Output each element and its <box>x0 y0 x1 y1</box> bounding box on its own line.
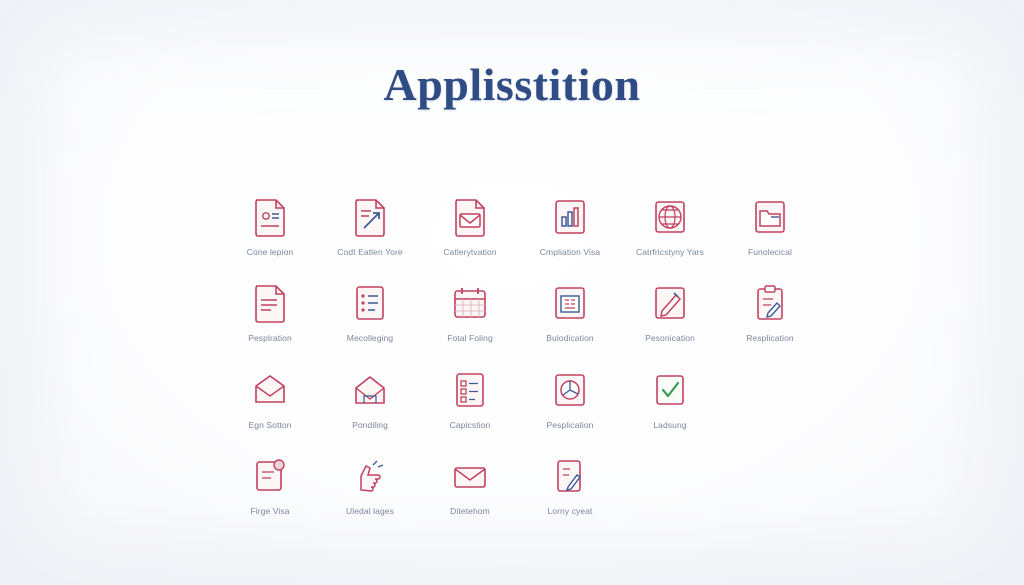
grid-item-label: Funolecical <box>747 247 793 257</box>
grid-item-label: Codt Eatlen Yore <box>337 247 403 257</box>
grid-item-label: Catlerytvation <box>443 247 497 257</box>
icon-row <box>218 282 822 344</box>
grid-item[interactable] <box>320 455 420 517</box>
grid-item-label: Cmpliation Visa <box>539 247 601 257</box>
grid-item[interactable] <box>520 455 620 517</box>
grid-item[interactable] <box>620 196 720 258</box>
icon-row <box>218 369 822 431</box>
grid-item[interactable] <box>420 369 520 431</box>
grid-item[interactable] <box>720 196 820 258</box>
grid-item[interactable] <box>220 282 320 344</box>
icon-row <box>218 196 822 258</box>
page-title: Applisstition <box>383 59 641 110</box>
checkbox-list-icon <box>449 369 491 411</box>
folder-document-icon <box>749 196 791 238</box>
text-document-icon <box>249 282 291 324</box>
grid-item[interactable] <box>720 282 820 344</box>
envelope-document-icon <box>449 196 491 238</box>
grid-item-label: Lorny cyeat <box>547 506 593 517</box>
grid-item[interactable] <box>420 455 520 517</box>
grid-item-label: Bulodication <box>546 333 594 344</box>
grid-item-label: Fotal Foling <box>447 333 493 344</box>
pen-signature-icon <box>649 282 691 324</box>
grid-item-label: Pesplration <box>248 333 292 344</box>
grid-item[interactable] <box>420 282 520 344</box>
grid-item[interactable] <box>520 282 620 344</box>
grid-item-label: Egn Sotton <box>248 419 292 430</box>
open-envelope-icon <box>249 369 291 411</box>
clipboard-pen-icon <box>749 282 791 324</box>
icon-grid <box>218 196 822 542</box>
badge-notification-icon <box>249 455 291 497</box>
globe-grid-icon <box>649 196 691 238</box>
grid-item-label: Resplication <box>746 333 794 344</box>
grid-item-label: Pondiling <box>352 419 388 430</box>
hand-document-icon <box>349 455 391 497</box>
envelope-flat-icon <box>449 455 491 497</box>
grid-item-label: Pesplication <box>546 419 594 430</box>
checklist-document-icon <box>349 282 391 324</box>
house-envelope-icon <box>349 369 391 411</box>
grid-item[interactable] <box>620 282 720 344</box>
grid-item[interactable] <box>220 196 320 258</box>
grid-item-label: Catrfricstyny Yars <box>635 247 705 257</box>
grid-item-label: Cone lepion <box>246 247 294 257</box>
grid-item-label: Firge Visa <box>250 506 290 517</box>
grid-item[interactable] <box>220 455 320 517</box>
grid-item[interactable] <box>420 196 520 258</box>
calendar-icon <box>449 282 491 324</box>
pie-chart-document-icon <box>549 369 591 411</box>
building-document-icon <box>549 282 591 324</box>
bar-chart-document-icon <box>549 196 591 238</box>
grid-item[interactable] <box>620 369 720 431</box>
grid-item-label: Pesonication <box>645 333 695 344</box>
grid-item[interactable] <box>320 282 420 344</box>
pen-note-icon <box>549 455 591 497</box>
grid-item-label: Ladsung <box>653 419 687 430</box>
grid-item-label: Mecolleging <box>346 333 394 344</box>
grid-item[interactable] <box>520 196 620 258</box>
grid-item[interactable] <box>320 369 420 431</box>
grid-item-label: Capicstion <box>449 419 491 430</box>
icon-row <box>218 455 822 517</box>
grid-item[interactable] <box>520 369 620 431</box>
green-check-icon <box>649 369 691 411</box>
grid-item[interactable] <box>220 369 320 431</box>
grid-item-label: Ditetehom <box>450 506 490 517</box>
document-id-card-icon <box>249 196 291 238</box>
document-arrow-up-icon <box>349 196 391 238</box>
grid-item-label: Uledal lages <box>346 506 394 517</box>
grid-item[interactable] <box>320 196 420 258</box>
